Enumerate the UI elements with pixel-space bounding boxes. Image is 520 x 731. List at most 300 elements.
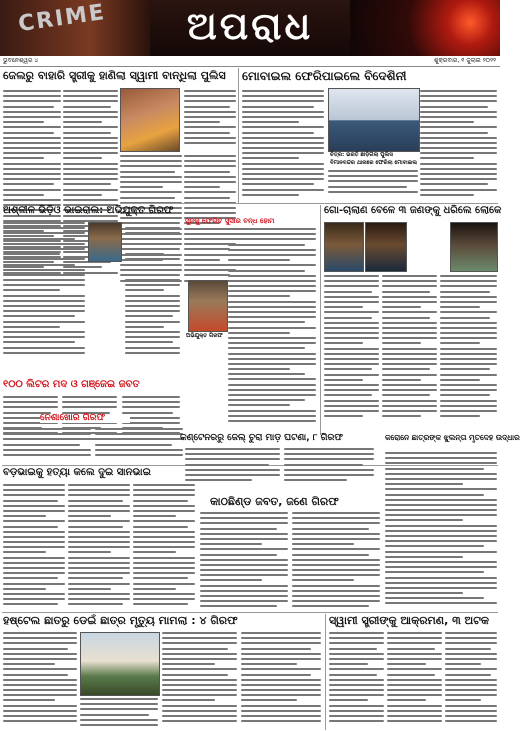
text-line [200, 574, 288, 576]
text-line [284, 458, 374, 460]
text-line [445, 658, 497, 660]
text-line [228, 399, 305, 401]
text-line [3, 238, 75, 240]
text-line [3, 438, 91, 440]
text-line [122, 406, 180, 408]
text-line [329, 668, 384, 670]
text-line [3, 289, 60, 291]
text-line [440, 280, 497, 282]
text-line [184, 248, 230, 250]
text-line [292, 548, 380, 550]
headline-student-hanging: କରୋନେ ଛାତ୍ରଙ୍କ ଝୁଲନ୍ତା ମୃତଦେହ ଉଦ୍ଧାର [385, 433, 520, 442]
text-line [68, 603, 123, 605]
text-line [120, 155, 182, 157]
text-line [242, 152, 324, 154]
text-line [63, 90, 118, 92]
text-line [382, 317, 430, 319]
text-line [324, 301, 379, 303]
text-line [382, 280, 437, 282]
headline-mobile-text: ମୋବାଇଲ ଫେରିପାଇଲେ ବିଦେଶିନୀ [242, 69, 407, 83]
text-line [3, 157, 44, 159]
text-line [385, 525, 497, 527]
text-line [3, 264, 75, 266]
text-line [324, 410, 379, 412]
text-line [324, 394, 372, 396]
text-line [162, 720, 237, 722]
text-line [445, 694, 497, 696]
text-line [242, 157, 299, 159]
story-body [185, 448, 280, 488]
text-line [387, 674, 435, 676]
text-line [242, 183, 314, 185]
text-line [63, 132, 111, 134]
text-line [162, 642, 237, 644]
text-line [228, 233, 316, 235]
text-line [284, 474, 374, 476]
text-line [242, 111, 324, 113]
text-line [68, 598, 130, 600]
masthead-title: ଅପରାଧ [186, 4, 314, 48]
text-line [120, 197, 175, 199]
headline-drunkard: ନେଶାଖୋର ଗିରଫ [40, 414, 130, 423]
text-line [385, 571, 484, 573]
text-line [445, 663, 481, 665]
text-line [184, 197, 230, 199]
text-line [133, 494, 195, 496]
text-line [68, 515, 111, 517]
text-line [125, 336, 180, 338]
text-line [445, 710, 497, 712]
text-line [382, 384, 437, 386]
text-line [3, 163, 61, 165]
text-line [3, 494, 65, 496]
text-line [3, 694, 77, 696]
text-line [3, 258, 85, 260]
text-line [228, 415, 316, 417]
text-line [329, 705, 384, 707]
text-line [200, 548, 288, 550]
text-line [228, 342, 316, 344]
photo-police-station [328, 88, 420, 152]
text-line [420, 121, 474, 123]
text-line [382, 311, 437, 313]
text-line [125, 289, 164, 291]
photo-suspect-1 [324, 222, 364, 272]
story-body [387, 632, 442, 730]
text-line [133, 577, 188, 579]
text-line [3, 279, 85, 281]
text-line [3, 106, 54, 108]
text-line [445, 642, 497, 644]
text-line [445, 632, 497, 634]
story-body [162, 632, 237, 730]
text-line [68, 572, 130, 574]
text-line [292, 517, 380, 519]
text-line [133, 588, 176, 590]
section-divider [120, 203, 498, 204]
photo-accused-man [120, 88, 180, 152]
text-line [63, 189, 118, 191]
text-line [68, 588, 111, 590]
text-line [324, 317, 372, 319]
text-line [440, 389, 497, 391]
text-line [387, 720, 442, 722]
text-line [3, 189, 61, 191]
text-line [385, 535, 497, 537]
text-line [292, 574, 380, 576]
text-line [440, 337, 497, 339]
story-body [3, 222, 85, 362]
text-line [292, 528, 369, 530]
text-line [184, 142, 236, 144]
text-line [329, 632, 384, 634]
text-line [328, 170, 418, 172]
text-line [3, 199, 61, 201]
text-line [382, 327, 437, 329]
text-line [3, 401, 58, 403]
text-line [284, 464, 363, 466]
text-line [420, 95, 497, 97]
text-line [228, 394, 316, 396]
story-body [420, 90, 497, 200]
text-line [382, 322, 437, 324]
text-line [95, 449, 183, 451]
text-line [385, 540, 497, 542]
text-line [3, 705, 77, 707]
text-line [3, 284, 85, 286]
text-line [385, 561, 497, 563]
text-line [387, 679, 442, 681]
text-line [228, 238, 316, 240]
story-body [328, 170, 418, 200]
text-line [241, 694, 321, 696]
text-line [420, 126, 497, 128]
text-line [125, 315, 173, 317]
text-line [324, 332, 379, 334]
text-line [3, 428, 91, 430]
text-line [385, 551, 497, 553]
text-line [125, 352, 180, 354]
text-line [3, 222, 85, 224]
text-line [133, 505, 195, 507]
text-line [241, 648, 311, 650]
text-line [3, 648, 68, 650]
text-line [382, 400, 437, 402]
text-line [185, 469, 280, 471]
text-line [445, 668, 497, 670]
text-line [324, 291, 372, 293]
text-line [385, 462, 497, 464]
text-line [3, 243, 85, 245]
text-line [120, 191, 182, 193]
text-line [440, 332, 497, 334]
text-line [125, 305, 180, 307]
text-line [242, 126, 324, 128]
text-line [3, 577, 58, 579]
text-line [125, 269, 180, 271]
text-line [200, 554, 277, 556]
headline-hostel-death: ହଷ୍ଟେଲ ଛାତରୁ ଡେଇଁ ଛାତ୍ର ମୃତ୍ୟୁ ମାମଲା : ୪ ଗିରଫ [3, 614, 238, 627]
text-line [329, 720, 384, 722]
story-body [382, 275, 437, 425]
text-line [3, 300, 85, 302]
text-line [162, 648, 228, 650]
photo-suspect-3 [450, 222, 498, 272]
text-line [241, 720, 321, 722]
text-line [125, 295, 180, 297]
text-line [133, 500, 188, 502]
text-line [420, 189, 497, 191]
text-line [63, 126, 118, 128]
text-line [3, 227, 85, 229]
text-line [68, 484, 130, 486]
text-line [3, 653, 77, 655]
text-line [3, 684, 77, 686]
photo-accused-1 [88, 222, 122, 262]
text-line [385, 473, 497, 475]
text-line [440, 348, 497, 350]
text-line [228, 290, 316, 292]
text-line [324, 400, 379, 402]
text-line [3, 489, 65, 491]
text-line [63, 173, 118, 175]
text-line [3, 341, 75, 343]
text-line [324, 368, 372, 370]
text-line [68, 593, 130, 595]
text-line [63, 163, 118, 165]
text-line [185, 448, 280, 450]
text-line [387, 663, 426, 665]
headline-liquor-seized: ୧୦୦ ଲିଟର ମଦ ଓ ଗଞ୍ଜେଇ ଜବତ [3, 379, 140, 390]
story-body [3, 484, 65, 609]
text-line [80, 708, 158, 710]
text-line [242, 95, 324, 97]
text-line [200, 528, 277, 530]
text-line [3, 173, 61, 175]
text-line [3, 715, 77, 717]
text-line [440, 327, 497, 329]
text-line [385, 597, 484, 599]
text-line [3, 396, 58, 398]
text-line [324, 306, 363, 308]
text-line [292, 590, 380, 592]
text-line [382, 306, 421, 308]
text-line [382, 342, 421, 344]
text-line [200, 585, 288, 587]
text-line [3, 668, 77, 670]
text-line [382, 405, 437, 407]
text-line [242, 147, 324, 149]
text-line [184, 132, 230, 134]
text-line [440, 285, 497, 287]
text-line [3, 449, 91, 451]
text-line [241, 668, 321, 670]
text-line [63, 194, 102, 196]
text-line [125, 238, 173, 240]
masthead-left-image [0, 0, 150, 56]
text-line [125, 331, 180, 333]
text-line [440, 379, 480, 381]
headline-cattle-smuggling: ଗୋ-ଚାଲାଣ ବେଳେ ୩ ଜଣଙ୍କୁ ଧରିଲେ ଲୋକେ [324, 205, 502, 216]
text-line [329, 694, 384, 696]
text-line [242, 189, 324, 191]
text-line [3, 593, 65, 595]
text-line [385, 504, 497, 506]
text-line [133, 526, 188, 528]
text-line [292, 585, 380, 587]
text-line [200, 512, 288, 514]
text-line [324, 327, 379, 329]
text-line [445, 715, 497, 717]
headline-container-jail: କଣ୍ଟେନରରୁ ଜେଲ୍ ଚୁରା ମାଡ଼ ଘଟଣା, ୮ ଗିରଫ [180, 433, 343, 443]
text-line [3, 454, 91, 456]
text-line [292, 559, 380, 561]
text-line [185, 464, 269, 466]
text-line [80, 719, 158, 721]
text-line [63, 157, 102, 159]
caption-mobile: ବିମାନବନ୍ଦର ଥାନାରେ ଫେରିଲା ମୋବାଇଲ [330, 160, 418, 166]
text-line [133, 541, 195, 543]
text-line [3, 536, 65, 538]
text-line [63, 137, 118, 139]
text-line [184, 186, 220, 188]
text-line [440, 374, 497, 376]
text-line [385, 602, 497, 604]
text-line [228, 410, 316, 412]
text-line [184, 137, 236, 139]
text-line [125, 253, 164, 255]
text-line [3, 598, 65, 600]
text-line [440, 368, 490, 370]
text-line [184, 116, 236, 118]
text-line [68, 536, 130, 538]
column-divider [325, 614, 326, 730]
text-line [420, 157, 474, 159]
text-line [162, 632, 237, 634]
headline-mobile-returned [242, 70, 497, 83]
text-line [440, 306, 480, 308]
text-line [95, 433, 183, 435]
text-line [420, 178, 497, 180]
text-line [445, 653, 497, 655]
text-line [3, 720, 77, 722]
text-line [3, 100, 61, 102]
text-line [200, 605, 277, 607]
text-line [329, 679, 384, 681]
text-line [125, 347, 180, 349]
story-body [80, 698, 158, 730]
text-line [3, 433, 91, 435]
story-body [3, 632, 77, 730]
text-line [292, 533, 380, 535]
text-line [200, 559, 288, 561]
text-line [125, 284, 180, 286]
text-line [440, 353, 497, 355]
text-line [3, 484, 65, 486]
story-body [445, 632, 497, 730]
text-line [162, 668, 237, 670]
text-line [387, 653, 442, 655]
story-body [324, 275, 379, 425]
text-line [68, 541, 130, 543]
text-line [445, 679, 497, 681]
story-body [3, 428, 91, 463]
text-line [162, 674, 228, 676]
text-line [3, 232, 85, 234]
text-line [3, 406, 58, 408]
headline-wood-seized: କାଠଛିଣ୍ଡ ଜବତ, ଜଣେ ଗିରଫ [210, 495, 339, 508]
text-line [125, 326, 164, 328]
text-line [162, 699, 215, 701]
text-line [200, 538, 288, 540]
text-line [3, 295, 85, 297]
text-line [162, 689, 237, 691]
text-line [382, 337, 437, 339]
text-line [387, 637, 442, 639]
text-line [162, 705, 237, 707]
text-line [125, 248, 180, 250]
story-body [184, 90, 236, 150]
text-line [241, 679, 321, 681]
text-line [162, 710, 237, 712]
text-line [385, 499, 497, 501]
text-line [184, 126, 236, 128]
text-line [162, 637, 237, 639]
text-line [184, 121, 220, 123]
text-line [3, 526, 58, 528]
text-line [162, 684, 237, 686]
text-line [382, 389, 437, 391]
text-line [228, 321, 305, 323]
photo-accused-2 [188, 280, 228, 332]
text-line [68, 583, 130, 585]
text-line [440, 415, 480, 417]
text-line [3, 121, 44, 123]
text-line [184, 111, 236, 113]
story-body [385, 452, 497, 610]
text-line [440, 342, 480, 344]
text-line [3, 557, 65, 559]
text-line [440, 275, 497, 277]
text-line [228, 270, 305, 272]
text-line [292, 600, 380, 602]
text-line [133, 515, 176, 517]
text-line [385, 509, 497, 511]
text-line [63, 106, 111, 108]
text-line [63, 116, 118, 118]
text-line [241, 674, 311, 676]
text-line [63, 168, 118, 170]
text-line [68, 494, 130, 496]
text-line [3, 326, 60, 328]
date-label: ଶୁକ୍ରବାର, ୧ ଜୁଲାଇ ୨୦୨୨ [434, 57, 496, 64]
text-line [228, 244, 305, 246]
text-line [125, 227, 180, 229]
text-line [3, 194, 44, 196]
text-line [241, 715, 321, 717]
text-line [133, 551, 176, 553]
text-line [62, 406, 117, 408]
text-line [3, 310, 85, 312]
text-line [125, 243, 180, 245]
text-line [63, 100, 118, 102]
text-line [3, 663, 55, 665]
text-line [68, 551, 111, 553]
text-line [3, 520, 65, 522]
subheadline-sunaku: ସୁନକୁ ଫେରିବ ସୁସାର ବନ୍ଧ ହୋମ [185, 217, 275, 225]
text-line [3, 321, 85, 323]
section-divider [2, 612, 498, 613]
